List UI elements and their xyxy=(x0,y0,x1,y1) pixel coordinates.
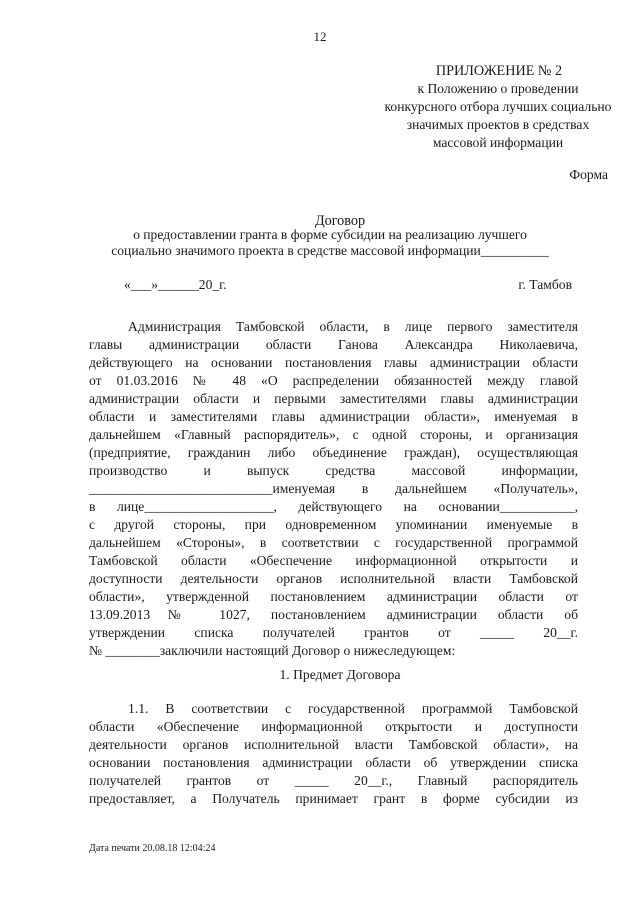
body-line: доступности деятельности органов исполнительной власти Тамбовской xyxy=(89,571,578,586)
section-line: основании постановления администрации области об утверждении списка xyxy=(89,755,578,770)
page-number: 12 xyxy=(313,29,327,44)
body-line: в лице___________________, действующего на основании___________, xyxy=(89,499,578,514)
body-line: области и заместителями главы администрации области», именуемая в xyxy=(89,409,578,424)
form-label: Форма xyxy=(569,167,608,182)
body-line: дальнейшем «Стороны», в соответствии с государственной программой xyxy=(89,535,578,550)
body-line: действующего на основании постановления главы администрации области xyxy=(89,355,578,370)
body-line: с другой стороны, при одновременном упоминании именуемые в xyxy=(89,517,578,532)
appendix-title: ПРИЛОЖЕНИЕ № 2 xyxy=(435,63,563,79)
appendix-line: к Положению о проведении xyxy=(417,81,579,96)
body-line: 13.09.2013№ 1027, постановлением администрации области об xyxy=(89,607,578,622)
body-line: утверждении списка получателей грантов от _____ 20__г. xyxy=(89,625,578,640)
appendix-line: массовой информации xyxy=(432,135,564,150)
contract-subtitle-line: о предоставлении гранта в форме субсидии на реализацию лучшего xyxy=(133,227,527,242)
section-line: получателей грантов от _____ 20__г., Главный распорядитель xyxy=(89,773,578,788)
body-line: главы администрации области Ганова Александра Николаевича, xyxy=(89,337,578,352)
section-line: предоставляет, а Получатель принимает грант в форме субсидии из xyxy=(89,791,578,806)
appendix-line: значимых проектов в средствах xyxy=(406,117,590,132)
contract-subtitle-line: социально значимого проекта в средстве массовой информации__________ xyxy=(111,243,549,258)
section-heading: 1. Предмет Договора xyxy=(279,667,401,682)
body-line: № ________заключили настоящий Договор о нижеследующем: xyxy=(89,643,456,658)
body-line: производство и выпуск средства массовой информации, xyxy=(89,463,578,478)
section-line: области «Обеспечение информационной открытости и доступности xyxy=(89,719,578,734)
section-line: 1.1. В соответствии с государственной программой Тамбовской xyxy=(128,701,578,716)
body-line: области», утвержденной постановлением администрации области от xyxy=(89,589,578,604)
body-line: (предприятие, гражданин либо объединение граждан), осуществляющая xyxy=(89,445,578,460)
print-date: Дата печати 20.08.18 12:04:24 xyxy=(89,843,216,854)
contract-title: Договор xyxy=(314,213,366,229)
contract-city: г. Тамбов xyxy=(518,277,572,292)
body-line: ___________________________именуемая в дальнейшем «Получатель», xyxy=(89,481,578,496)
body-line: от 01.03.2016 № 48 «О распределении обязанностей между главой xyxy=(89,373,578,388)
body-line: Администрация Тамбовской области, в лице первого заместителя xyxy=(128,319,578,334)
appendix-line: конкурсного отбора лучших социально xyxy=(384,99,612,114)
contract-date-placeholder: «___»______20_г. xyxy=(124,277,227,292)
body-line: администрации области и первыми заместителями главы администрации xyxy=(89,391,578,406)
section-line: деятельности органов исполнительной власти Тамбовской области», на xyxy=(89,737,578,752)
body-line: дальнейшем «Главный распорядитель», с одной стороны, и организация xyxy=(89,427,578,442)
body-line: Тамбовской области «Обеспечение информационной открытости и xyxy=(89,553,578,568)
